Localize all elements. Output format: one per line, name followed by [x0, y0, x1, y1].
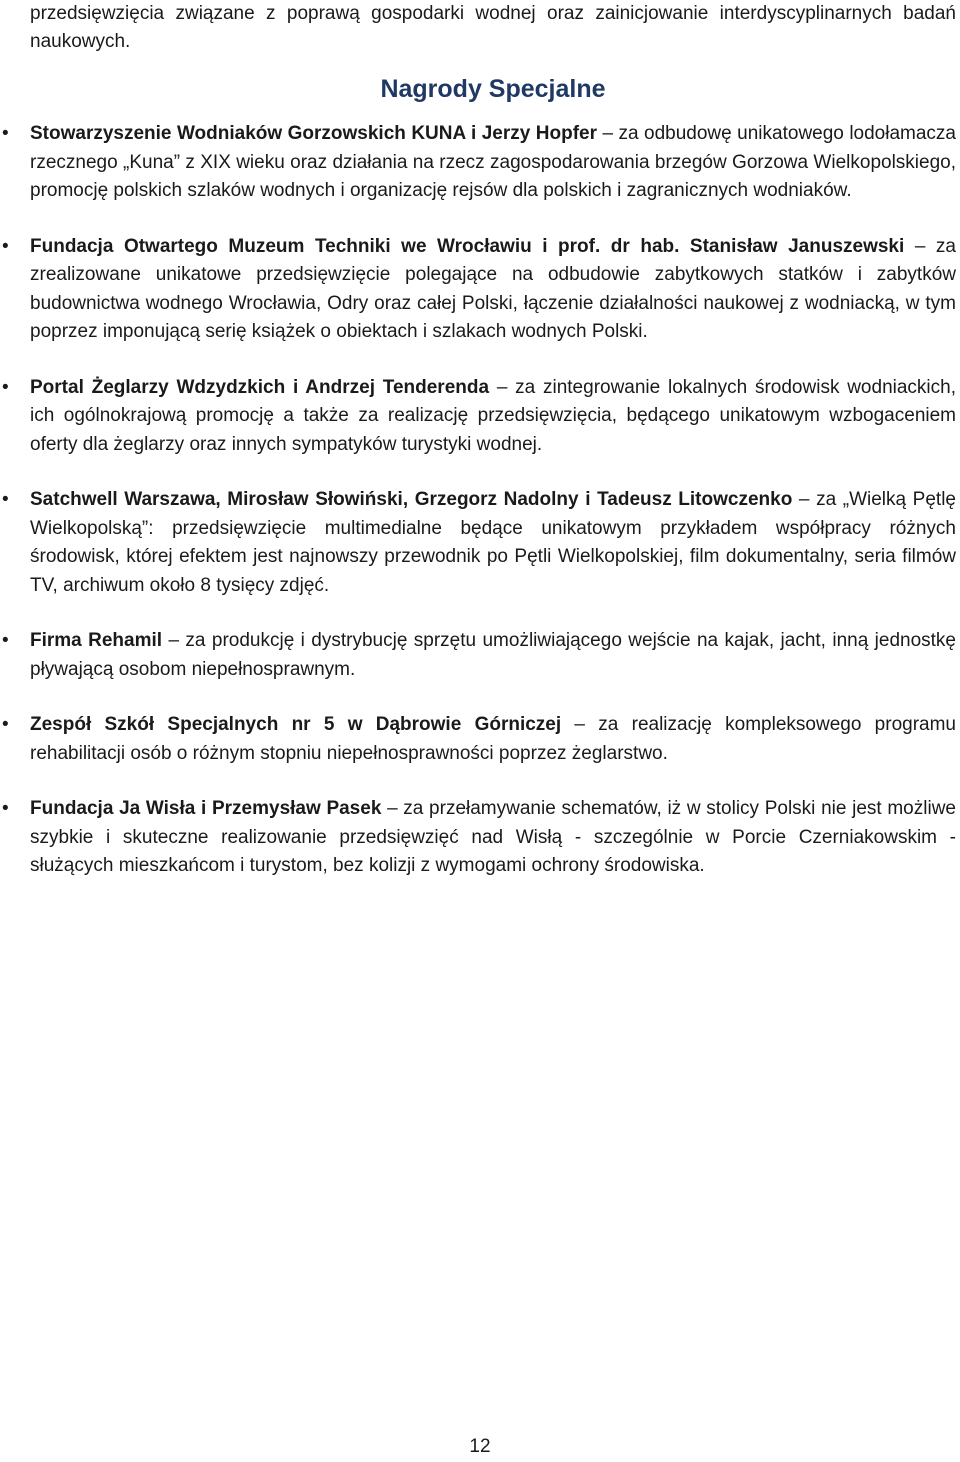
award-item — [2, 486, 956, 600]
bullet-icon: • — [2, 630, 9, 651]
award-description: – za odbudowę unikatowego lodołamacza rzecznego „Kuna” z XIX wieku oraz działania na rzecz zagospodarowania brzegów Gorzowa Wielkopolskiego, promocję polskich szlaków wodnych i organizację rejsów dla polskich i zagranicznych wodniaków. — [30, 123, 956, 201]
award-item — [2, 120, 956, 206]
award-recipient: Fundacja Otwartego Muzeum Techniki we Wrocławiu i prof. dr hab. Stanisław Januszewski — [30, 235, 905, 257]
award-recipient: Stowarzyszenie Wodniaków Gorzowskich KUNA i Jerzy Hopfer — [30, 123, 597, 144]
section-title: Nagrody Specjalne — [380, 75, 606, 103]
bullet-icon: • — [2, 714, 9, 735]
bullet-icon: • — [2, 376, 9, 398]
intro-paragraph: przedsięwzięcia związane z poprawą gospodarki wodnej oraz zainicjowanie interdyscyplinarnych badań naukowych. — [30, 3, 956, 52]
award-item — [2, 374, 956, 460]
award-description: – za produkcję i dystrybucję sprzętu umożliwiającego wejście na kajak, jacht, inną jednostkę pływającą osobom niepełnosprawnym. — [30, 630, 956, 680]
bullet-icon: • — [2, 798, 9, 819]
document-page — [2, 0, 956, 908]
award-item — [2, 233, 956, 347]
award-description: – za „Wielką Pętlę Wielkopolską”: przedsięwzięcie multimedialne będące unikatowym przykładem współpracy różnych środowisk, której efektem jest najnowszy przewodnik po Pętli Wielkopolskiej, film dokumentalny, seria filmów TV, archiwum około 8 tysięcy zdjęć. — [30, 489, 956, 596]
bullet-icon: • — [2, 489, 9, 510]
award-description: – za zintegrowanie lokalnych środowisk wodniackich, ich ogólnokrajową promocję a także za realizację przedsięwzięcia, będącego unikatowym wzbogaceniem oferty dla żeglarzy oraz innych sympatyków turystyki wodnej. — [30, 376, 956, 455]
awards-list — [2, 120, 956, 881]
award-item — [2, 795, 956, 881]
award-item — [2, 627, 956, 684]
award-description: – za zrealizowane unikatowe przedsięwzięcie polegające na odbudowie zabytkowych statków i zabytków budownictwa wodnego Wrocławia, Odry oraz całej Polski, łączenie działalności naukowej z wodniacką, w tym poprzez imponującą serię książek o obiektach i szlakach wodnych Polski. — [30, 235, 956, 342]
award-description: – za przełamywanie schematów, iż w stolicy Polski nie jest możliwe szybkie i skuteczne realizowanie przedsięwzięć nad Wisłą - szczególnie w Porcie Czerniakowskim - służących mieszkańcom i turystom, bez kolizji z wymogami ochrony środowiska. — [30, 798, 956, 876]
award-item — [2, 711, 956, 768]
bullet-icon: • — [2, 123, 9, 144]
bullet-icon: • — [2, 235, 9, 257]
page-number: 12 — [469, 1436, 491, 1457]
award-recipient: Firma Rehamil — [30, 630, 163, 651]
award-description: – za realizację kompleksowego programu rehabilitacji osób o różnym stopniu niepełnosprawności poprzez żeglarstwo. — [30, 714, 956, 764]
award-recipient: Zespół Szkół Specjalnych nr 5 w Dąbrowie Górniczej — [30, 714, 562, 735]
award-recipient: Fundacja Ja Wisła i Przemysław Pasek — [30, 798, 382, 819]
award-recipient: Portal Żeglarzy Wdzydzkich i Andrzej Tenderenda — [30, 376, 490, 398]
award-recipient: Satchwell Warszawa, Mirosław Słowiński, Grzegorz Nadolny i Tadeusz Litowczenko — [30, 489, 793, 510]
